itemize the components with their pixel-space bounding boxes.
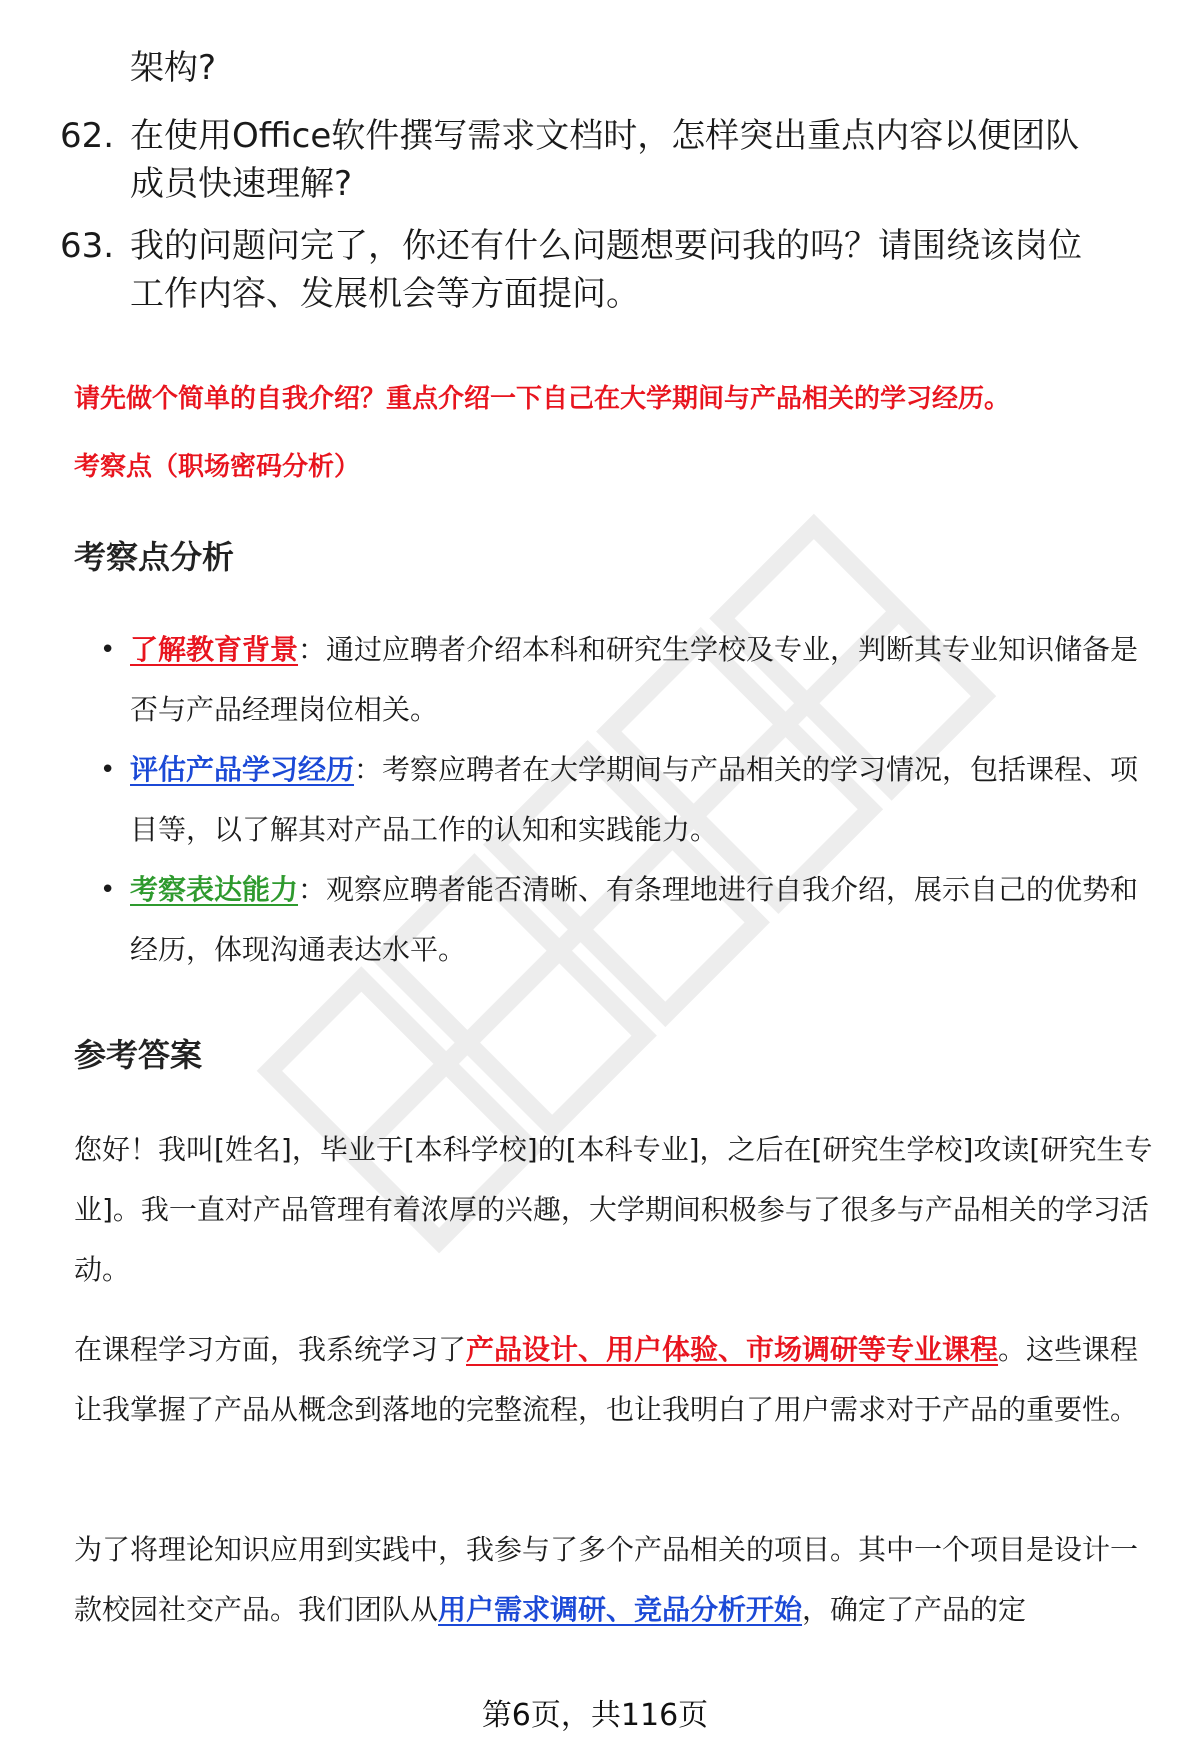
paragraph-text: 。这些课程让我掌握了产品从概念到落地的完整流程，也让我明白了用户需求对于产品的重要性。: [74, 1333, 1139, 1426]
paragraph-text: 在课程学习方面，我系统学习了: [74, 1333, 467, 1366]
analysis-separator: ：: [298, 873, 327, 906]
analysis-item: [100, 860, 1150, 980]
question-line-2: 工作内容、发展机会等方面提问。: [130, 274, 640, 314]
question-line-1: 我的问题问完了，你还有什么问题想要问我的吗？请围绕该岗位: [130, 226, 1082, 266]
analysis-keyword: 评估产品学习经历: [130, 753, 355, 786]
highlight-text: 产品设计、用户体验、市场调研等专业课程: [466, 1333, 999, 1366]
paragraph-text: 为了将理论知识应用到实践中，我参与了多个产品相关的项目。其中一个项目是设计一款校园社交产品。我们团队从: [74, 1533, 1139, 1626]
highlight-text: 用户需求调研、竞品分析开始: [438, 1593, 803, 1626]
question-number: 63.: [60, 226, 115, 266]
analysis-keyword: 考察表达能力: [130, 873, 299, 906]
question-line-2: 成员快速理解?: [130, 164, 353, 204]
page-number: 第6页，共116页: [481, 1698, 709, 1733]
analysis-separator: ：: [298, 633, 327, 666]
answer-paragraph-1: 您好！我叫[姓名]，毕业于[本科学校]的[本科专业]，之后在[研究生学校]攻读[研究生专业]。我一直对产品管理有着浓厚的兴趣，大学期间积极参与了很多与产品相关的学习活动。: [74, 1133, 1153, 1286]
analysis-item: [100, 740, 1150, 860]
question-line-1: 在使用Office软件撰写需求文档时，怎样突出重点内容以便团队: [130, 116, 1080, 156]
question-63: [60, 222, 1140, 318]
analysis-keyword: 了解教育背景: [130, 633, 299, 666]
question-number: 62.: [60, 116, 115, 156]
featured-question: 请先做个简单的自我介绍？重点介绍一下自己在大学期间与产品相关的学习经历。: [74, 384, 1011, 414]
bullet-icon: •: [100, 635, 116, 665]
analysis-item: [100, 620, 1150, 740]
paragraph-text: ，确定了产品的定: [802, 1593, 1027, 1626]
analysis-heading: 考察点分析: [74, 538, 235, 576]
analysis-text: 观察应聘者能否清晰、有条理地进行自我介绍，展示自己的优势和经历，体现沟通表达水平。: [130, 873, 1139, 966]
analysis-text: 考察应聘者在大学期间与产品相关的学习情况，包括课程、项目等，以了解其对产品工作的认知和实践能力。: [130, 753, 1139, 846]
analysis-list: [100, 620, 1150, 980]
answer-paragraph-3: [74, 1520, 1164, 1640]
question-62: [60, 112, 1140, 208]
featured-question-subtitle: 考察点（职场密码分析）: [74, 452, 361, 482]
analysis-text: 通过应聘者介绍本科和研究生学校及专业，判断其专业知识储备是否与产品经理岗位相关。: [130, 633, 1139, 726]
bullet-icon: •: [100, 755, 116, 785]
question-61-continuation: 架构?: [130, 48, 217, 88]
answer-paragraph-2: [74, 1320, 1164, 1440]
bullet-icon: •: [100, 875, 116, 905]
analysis-separator: ：: [354, 753, 383, 786]
answer-heading: 参考答案: [74, 1036, 203, 1074]
